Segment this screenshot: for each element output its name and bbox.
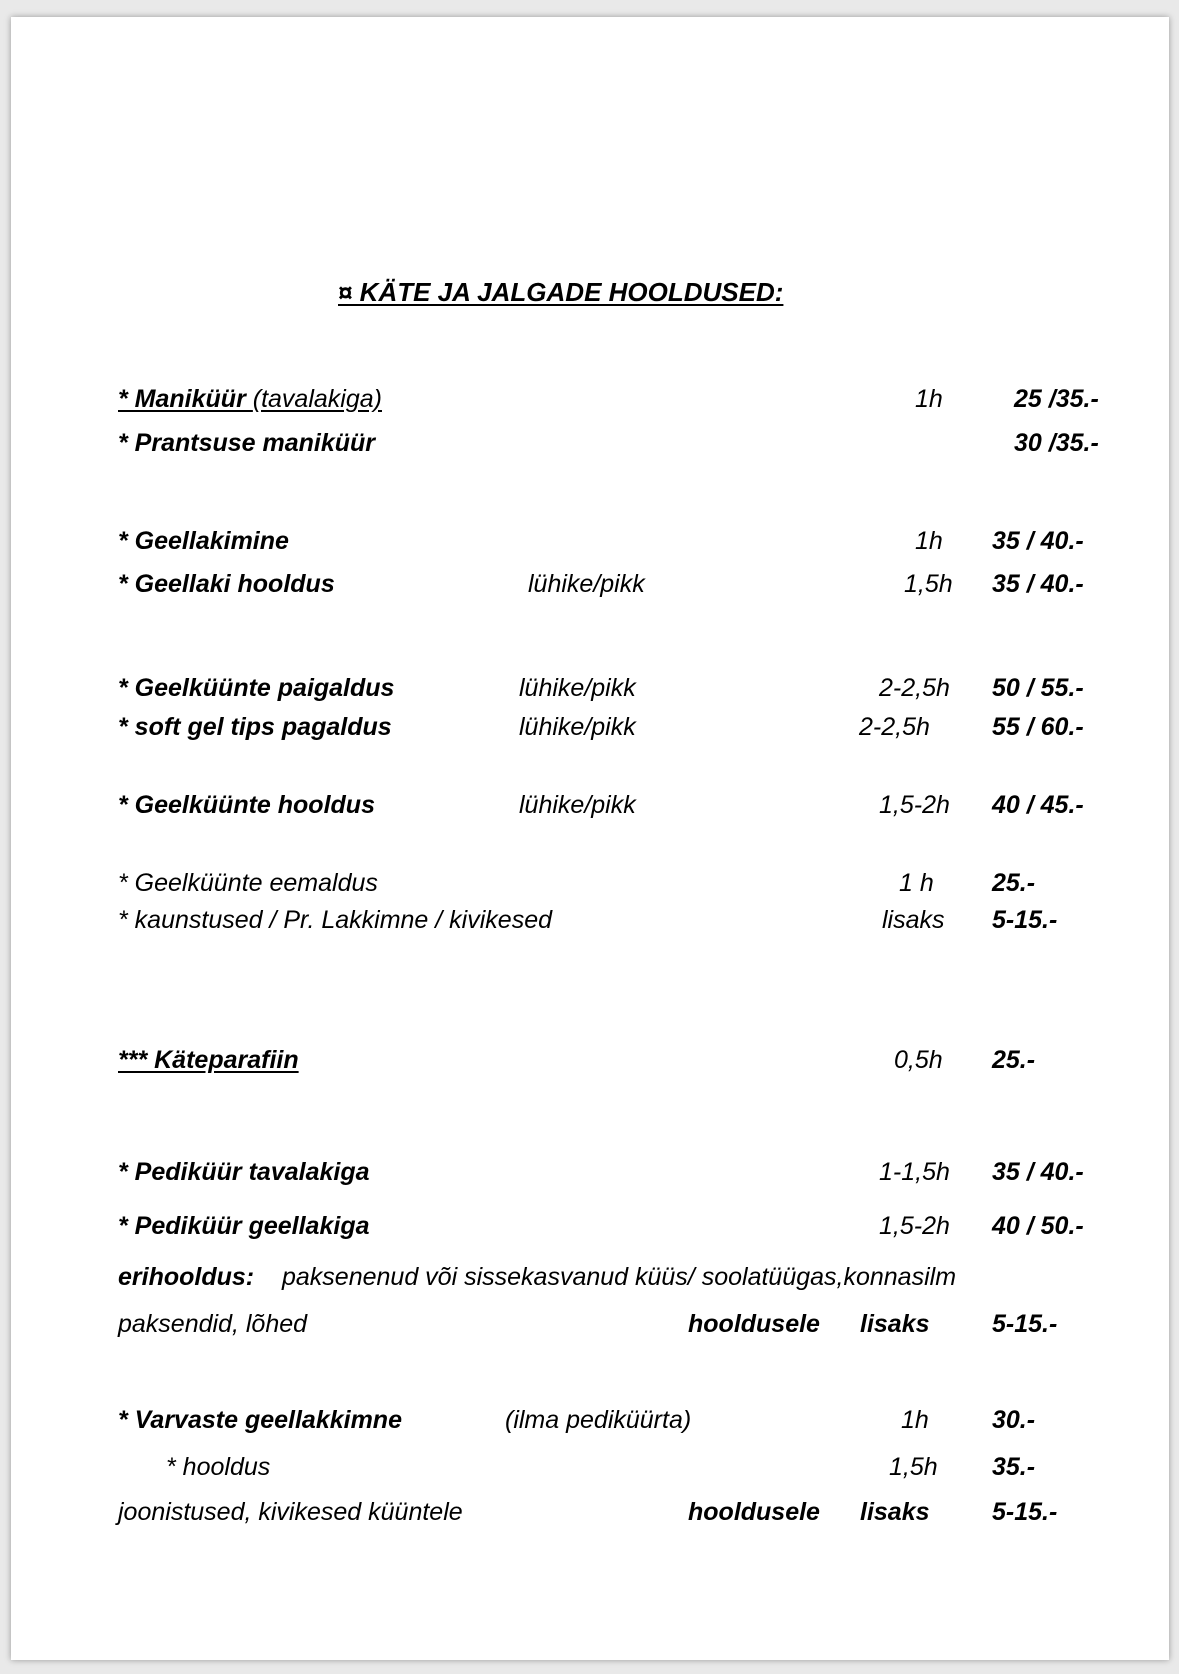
extra-note: hooldusele xyxy=(688,1310,820,1338)
service-name: * kaunstused / Pr. Lakkimne / kivikesed xyxy=(118,906,552,934)
service-name: * Pediküür tavalakiga xyxy=(118,1158,370,1186)
service-price: 35 / 40.- xyxy=(992,570,1084,598)
service-duration: 1,5-2h xyxy=(879,1212,950,1240)
service-duration: 1h xyxy=(901,1406,929,1434)
service-price: 5-15.- xyxy=(992,1310,1058,1338)
service-duration: lisaks xyxy=(882,906,945,934)
erihooldus-text: paksenenud või sissekasvanud küüs/ soolatüügas,konnasilm xyxy=(282,1263,957,1291)
service-name: * Geelküünte eemaldus xyxy=(118,869,378,897)
service-duration: 1-1,5h xyxy=(879,1158,950,1186)
service-duration: 2-2,5h xyxy=(859,713,930,741)
service-note: (tavalakiga) xyxy=(252,385,382,413)
erihooldus-text-2: paksendid, lõhed xyxy=(118,1310,308,1338)
service-duration: 1,5h xyxy=(904,570,953,598)
service-variant: lühike/pikk xyxy=(519,791,636,819)
service-variant: lühike/pikk xyxy=(528,570,645,598)
service-duration: 1,5-2h xyxy=(879,791,950,819)
service-price: 25 /35.- xyxy=(1014,385,1099,413)
service-name: * Geelküünte paigaldus xyxy=(118,674,395,702)
extra-note: lisaks xyxy=(860,1498,930,1526)
service-name: * Varvaste geellakkimne xyxy=(118,1406,402,1434)
service-note: (ilma pediküürta) xyxy=(505,1406,692,1434)
page-title: ¤ KÄTE JA JALGADE HOOLDUSED: xyxy=(338,277,784,307)
service-price: 35 / 40.- xyxy=(992,1158,1084,1186)
service-duration: 1h xyxy=(915,385,943,413)
service-duration: 1h xyxy=(915,527,943,555)
extra-note: hooldusele xyxy=(688,1498,820,1526)
service-price: 30 /35.- xyxy=(1014,429,1099,457)
service-duration: 1,5h xyxy=(889,1453,938,1481)
service-price: 30.- xyxy=(992,1406,1036,1434)
service-variant: lühike/pikk xyxy=(519,713,636,741)
service-duration: 0,5h xyxy=(894,1046,943,1074)
document-page xyxy=(11,17,1169,1660)
service-duration: 1 h xyxy=(899,869,934,897)
service-name: * soft gel tips pagaldus xyxy=(118,713,392,741)
service-label: * Maniküür xyxy=(118,385,253,413)
service-name: * Geellaki hooldus xyxy=(118,570,335,598)
service-price: 35 / 40.- xyxy=(992,527,1084,555)
service-price: 40 / 45.- xyxy=(992,791,1084,819)
service-price: 25.- xyxy=(992,1046,1036,1074)
service-price: 5-15.- xyxy=(992,906,1058,934)
service-name: * Pediküür geellakiga xyxy=(118,1212,370,1240)
service-variant: lühike/pikk xyxy=(519,674,636,702)
service-price: 55 / 60.- xyxy=(992,713,1084,741)
service-price: 5-15.- xyxy=(992,1498,1058,1526)
service-price: 40 / 50.- xyxy=(992,1212,1084,1240)
service-price: 50 / 55.- xyxy=(992,674,1084,702)
service-name xyxy=(118,387,382,412)
service-price: 25.- xyxy=(992,869,1036,897)
extra-note: lisaks xyxy=(860,1310,930,1338)
service-name: * hooldus xyxy=(166,1453,271,1481)
service-name: * Prantsuse maniküür xyxy=(118,429,376,457)
erihooldus-label: erihooldus: xyxy=(118,1263,255,1291)
service-name: * Geellakimine xyxy=(118,527,289,555)
service-name: * Geelküünte hooldus xyxy=(118,791,375,819)
service-name: joonistused, kivikesed küüntele xyxy=(118,1498,463,1526)
service-name: *** Käteparafiin xyxy=(118,1046,299,1074)
service-duration: 2-2,5h xyxy=(879,674,950,702)
service-price: 35.- xyxy=(992,1453,1036,1481)
